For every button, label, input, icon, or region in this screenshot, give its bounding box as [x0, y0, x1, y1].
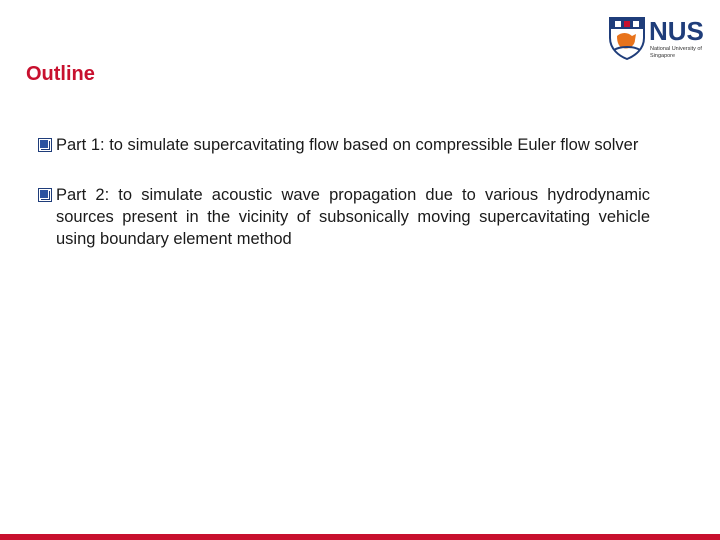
bottom-accent-bar	[0, 534, 720, 540]
bullet-text: Part 2: to simulate acoustic wave propagation due to various hydrodynamic sources present in the vicinity of subsonically moving supercavitating vehicle using boundary element method	[56, 186, 650, 248]
nus-wordmark: NUS	[649, 16, 704, 46]
checkbox-square-icon	[38, 138, 52, 152]
nus-logo	[608, 16, 712, 64]
bullet-list	[38, 134, 650, 278]
nus-crest-icon	[608, 16, 646, 60]
bullet-item	[38, 184, 650, 250]
bullet-text: Part 1: to simulate supercavitating flow based on compressible Euler flow solver	[56, 136, 639, 154]
nus-subtitle: National University of Singapore	[650, 46, 702, 59]
slide-title: Outline	[26, 63, 95, 85]
checkbox-square-icon	[38, 188, 52, 202]
bullet-item	[38, 134, 650, 156]
